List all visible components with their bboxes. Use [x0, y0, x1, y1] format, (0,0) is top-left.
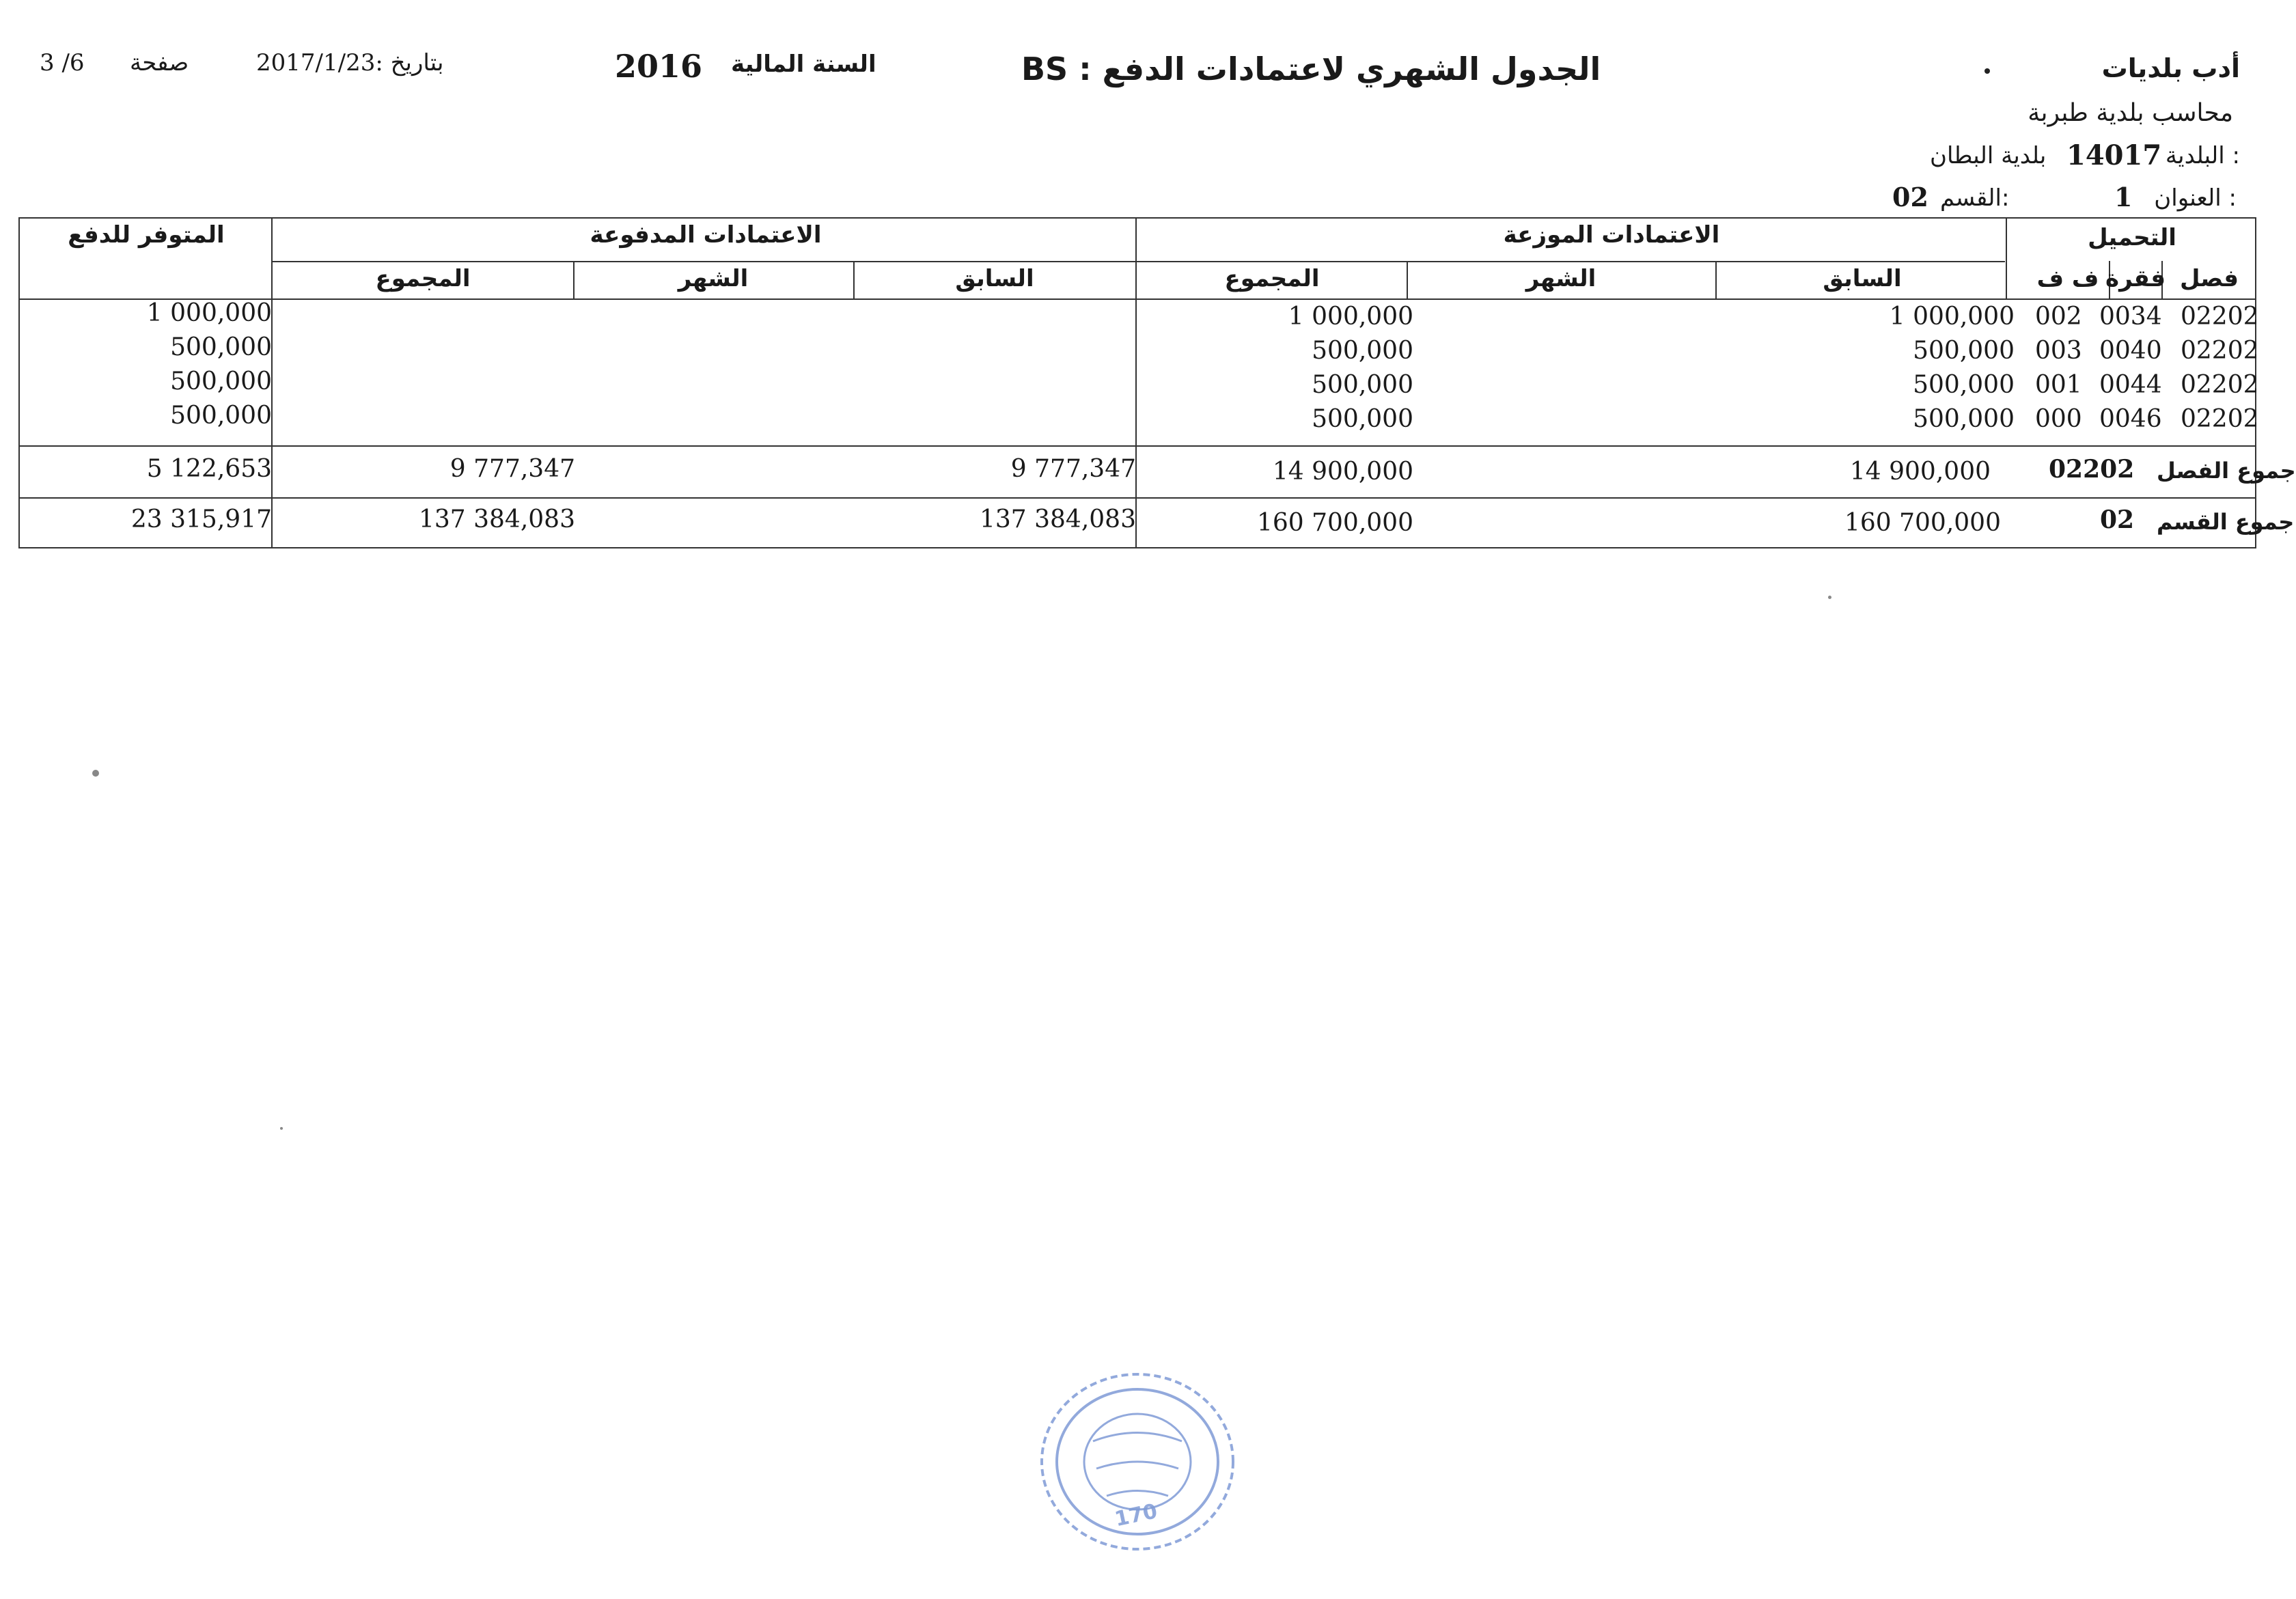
section-total-label: جموع القسم	[2157, 509, 2295, 535]
cell-chapter: 02202	[2181, 371, 2259, 399]
page-label: صفحة	[130, 49, 189, 77]
report-title: BS : الجدول الشهري لاعتمادات الدفع	[1021, 51, 1601, 87]
sub-dist-total	[1407, 261, 1408, 298]
cell-article: 0040	[2099, 337, 2162, 365]
section-total-paid-prev: 137 384,083	[979, 505, 1136, 533]
chapter-total-dist-total: 14 900,000	[1272, 458, 1413, 486]
cell-available: 1 000,000	[146, 299, 272, 327]
cell-sub: 003	[2035, 337, 2082, 365]
sub-header-paid-prev: السابق	[955, 265, 1034, 292]
scan-speck	[280, 1127, 283, 1130]
municipality-code: 14017	[2066, 139, 2162, 171]
accountant: محاسب بلدية طبربة	[2028, 99, 2233, 127]
header-available: المتوفر للدفع	[68, 221, 225, 249]
cell-dist-prev: 500,000	[1913, 371, 2015, 399]
sub-header-dist-total: المجموع	[1224, 265, 1320, 292]
org-name: أدب بلديات	[2101, 53, 2240, 83]
chapter-total-dist-prev: 14 900,000	[1849, 458, 1991, 486]
col-charge-border	[2006, 219, 2007, 298]
sub-header-paid-month: الشهر	[678, 265, 749, 292]
appropriations-table	[18, 217, 2296, 548]
chapter-total-paid-prev: 9 777,347	[1010, 455, 1136, 483]
section-total-available: 23 315,917	[130, 505, 272, 533]
svg-text:170: 170	[1112, 1499, 1160, 1532]
section-label: القسم:	[1940, 184, 2010, 212]
cell-chapter: 02202	[2181, 303, 2259, 331]
section-total-dist-total: 160 700,000	[1256, 509, 1413, 537]
header-charge: التحميل	[2088, 224, 2176, 251]
cell-available: 500,000	[170, 367, 272, 395]
report-date: بتاريخ :2017/1/23	[256, 49, 444, 77]
chapter-total-paid-total: 9 777,347	[449, 455, 575, 483]
section-total-dist-prev: 160 700,000	[1844, 509, 2001, 537]
title-value: 1	[2114, 182, 2133, 212]
cell-article: 0044	[2099, 371, 2162, 399]
sub-paid-total	[573, 261, 575, 298]
cell-dist-prev: 1 000,000	[1889, 303, 2015, 331]
cell-article: 0046	[2099, 405, 2162, 433]
sub-header-chapter: فصل	[2179, 265, 2239, 292]
section-total-code: 02	[2100, 505, 2135, 534]
cell-sub: 000	[2035, 405, 2082, 433]
sub-header-paid-total: المجموع	[375, 265, 471, 292]
cell-available: 500,000	[170, 333, 272, 361]
sub-header-article: فقرة	[2105, 265, 2166, 292]
cell-article: 0034	[2099, 303, 2162, 331]
fiscal-year-label: السنة المالية	[731, 51, 876, 78]
rows-end-divider	[20, 445, 2255, 447]
header-dot	[1984, 68, 1990, 74]
cell-chapter: 02202	[2181, 405, 2259, 433]
title-label: العنوان :	[2154, 184, 2237, 212]
subheader-divider	[20, 298, 2255, 300]
chapter-total-code: 02202	[2049, 455, 2135, 484]
col-paid-border	[1135, 219, 1137, 548]
cell-dist-prev: 500,000	[1913, 337, 2015, 365]
cell-chapter: 02202	[2181, 337, 2259, 365]
header-divider	[273, 261, 2005, 262]
cell-dist-total: 500,000	[1312, 337, 1413, 365]
section-value: 02	[1892, 182, 1928, 212]
sub-header-dist-month: الشهر	[1525, 265, 1596, 292]
cell-dist-total: 500,000	[1312, 405, 1413, 433]
sub-header-sub: ف ف	[2036, 265, 2099, 292]
municipality-name: بلدية البطان	[1930, 142, 2047, 169]
fiscal-year: 2016	[615, 48, 703, 85]
chapter-total-label: جموع الفصل	[2157, 458, 2296, 484]
header-distributed: الاعتمادات الموزعة	[1503, 221, 1720, 249]
cell-dist-total: 500,000	[1312, 371, 1413, 399]
scan-speck	[92, 770, 99, 777]
cell-sub: 002	[2035, 303, 2082, 331]
sub-paid-month	[853, 261, 855, 298]
chapter-total-divider	[20, 497, 2255, 499]
cell-dist-prev: 500,000	[1913, 405, 2015, 433]
page-value: 3 /6	[40, 49, 85, 77]
sub-dist-month	[1715, 261, 1717, 298]
cell-sub: 001	[2035, 371, 2082, 399]
official-stamp	[1028, 1359, 1247, 1564]
header-paid: الاعتمادات المدفوعة	[590, 221, 822, 249]
stamp-seal-icon	[1028, 1359, 1247, 1564]
cell-available: 500,000	[170, 402, 272, 430]
cell-dist-total: 1 000,000	[1288, 303, 1413, 331]
chapter-total-available: 5 122,653	[146, 455, 272, 483]
scan-speck	[1828, 596, 1831, 599]
section-total-paid-total: 137 384,083	[418, 505, 575, 533]
municipality-label: البلدية :	[2165, 142, 2240, 169]
sub-header-dist-prev: السابق	[1823, 265, 1902, 292]
